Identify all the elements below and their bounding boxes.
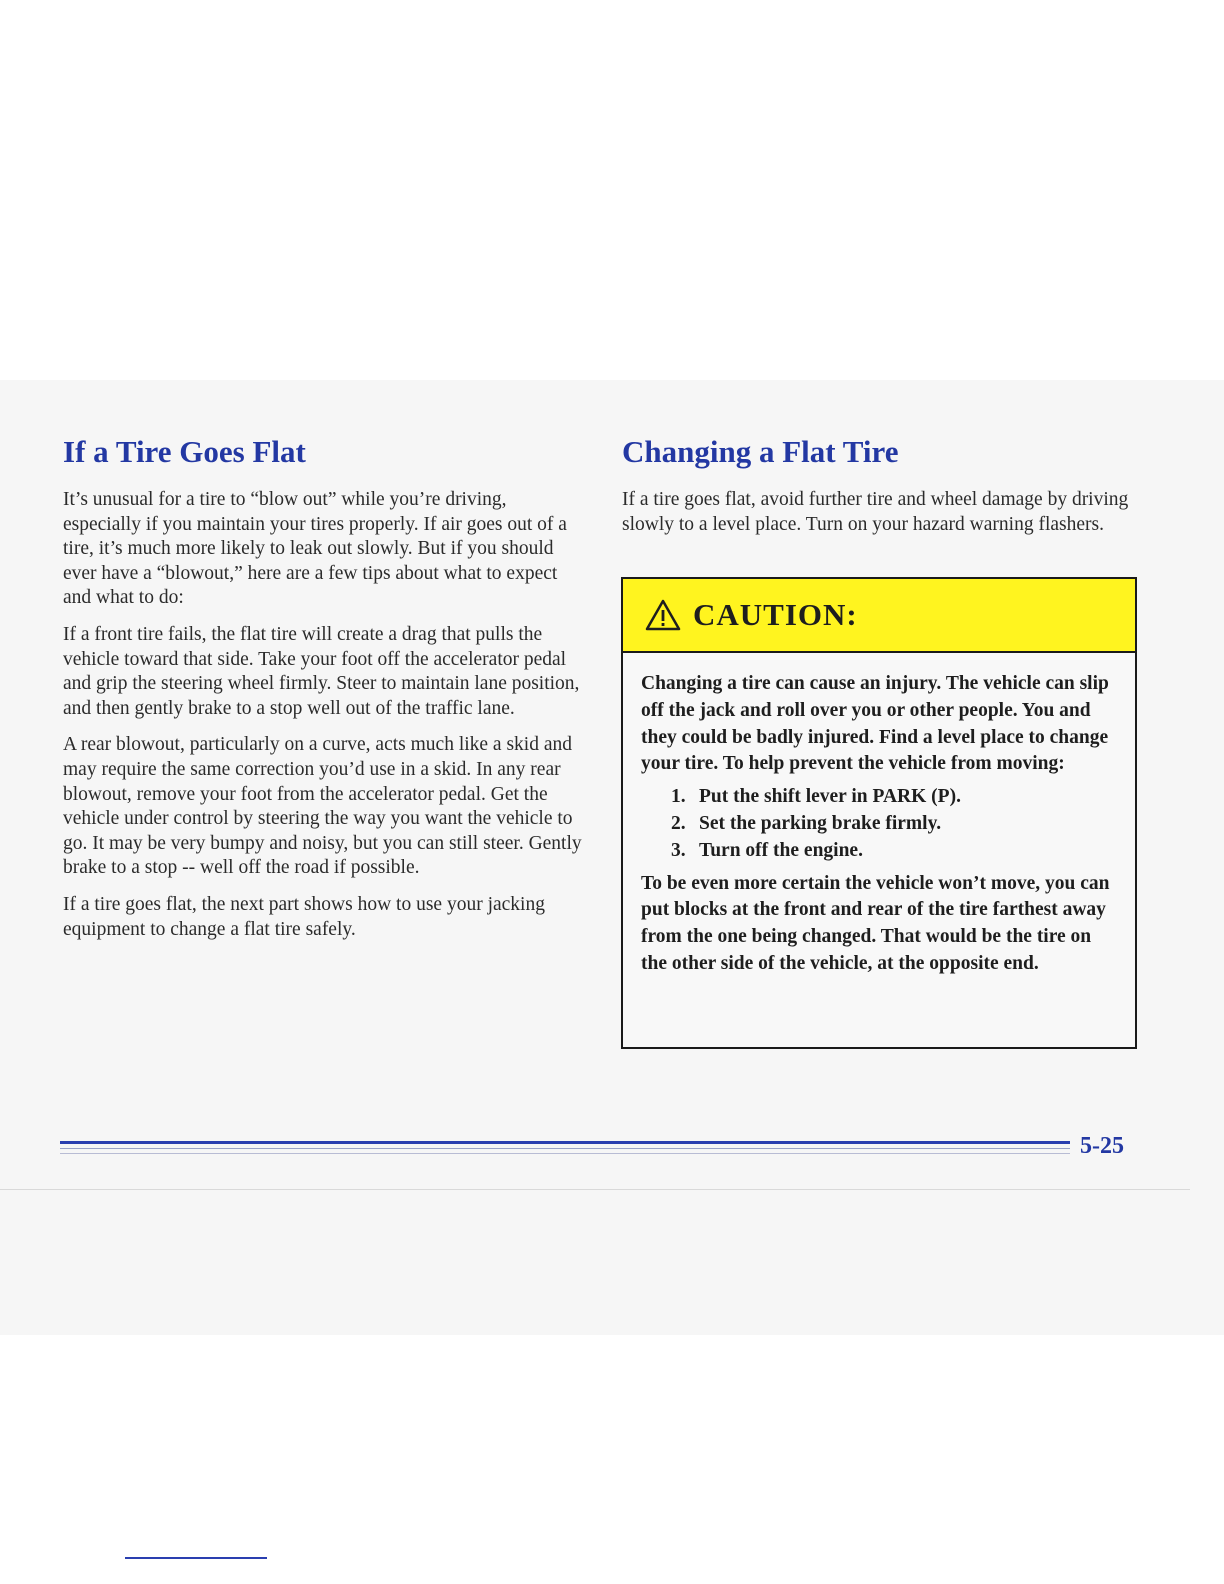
footer-rule-thick: [60, 1141, 1070, 1144]
caution-box: [621, 577, 1137, 1049]
step-text: Set the parking brake firmly.: [699, 812, 942, 834]
caution-step: [641, 811, 1117, 838]
caution-step: [641, 784, 1117, 811]
step-text: Put the shift lever in PARK (P).: [699, 786, 961, 808]
step-number: 1.: [671, 786, 686, 808]
paragraph-front-tire: If a front tire fails, the flat tire will create a drag that pulls the vehicle toward that side. Take your foot off the accelerator pedal and grip the steering wheel firmly. Steer to maintain lane position, and then gently brake to a stop well out of the traffic lane.: [63, 623, 580, 719]
caution-header: [623, 579, 1135, 653]
right-column: [622, 432, 1142, 549]
paragraph-changing-intro: If a tire goes flat, avoid further tire and wheel damage by driving slowly to a level place. Turn on your hazard warning flashers.: [622, 489, 1129, 535]
footer-rule: [60, 1141, 1070, 1157]
footer-underline: [125, 1557, 267, 1559]
caution-steps: [641, 784, 1117, 864]
footer-rule-thin: [60, 1153, 1070, 1154]
step-number: 3.: [671, 839, 686, 861]
caution-title: CAUTION:: [693, 597, 858, 632]
left-column: [63, 432, 583, 954]
warning-triangle-icon: [645, 599, 681, 631]
caution-step: [641, 838, 1117, 865]
step-text: Turn off the engine.: [699, 839, 863, 861]
paragraph-next-part: If a tire goes flat, the next part shows how to use your jacking equipment to change a flat tire safely.: [63, 893, 545, 940]
paragraph-blowout-intro: It’s unusual for a tire to “blow out” while you’re driving, especially if you maintain your tires properly. If air goes out of a tire, it’s much more likely to leak out slowly. But if you should ever have a “blowout,” here are a few tips about what to expect and what to do:: [63, 489, 567, 609]
caution-body: [623, 653, 1135, 978]
footer-rule-thin: [60, 1148, 1070, 1149]
section-heading-changing-tire: Changing a Flat Tire: [622, 434, 899, 469]
page-number: 5-25: [1080, 1133, 1124, 1159]
section-heading-tire-flat: If a Tire Goes Flat: [63, 434, 306, 469]
step-number: 2.: [671, 812, 686, 834]
caution-closing: To be even more certain the vehicle won’t move, you can put blocks at the front and rear of the tire farthest away from the one being changed. That would be the tire on the other side of the vehicle, at the opposite end.: [641, 872, 1110, 974]
paragraph-rear-blowout: A rear blowout, particularly on a curve, acts much like a skid and may require the same correction you’d use in a skid. In any rear blowout, remove your foot from the accelerator pedal. Get the vehicle under control by steering the way you want the vehicle to go. It may be very bumpy and noisy, but you can still steer. Gently brake to a stop -- well off the road if possible.: [63, 734, 582, 879]
caution-intro: Changing a tire can cause an injury. The vehicle can slip off the jack and roll over you or other people. You and they could be badly injured. Find a level place to change your tire. To help prevent the vehicle from moving:: [641, 673, 1109, 775]
bottom-divider: [0, 1189, 1190, 1190]
